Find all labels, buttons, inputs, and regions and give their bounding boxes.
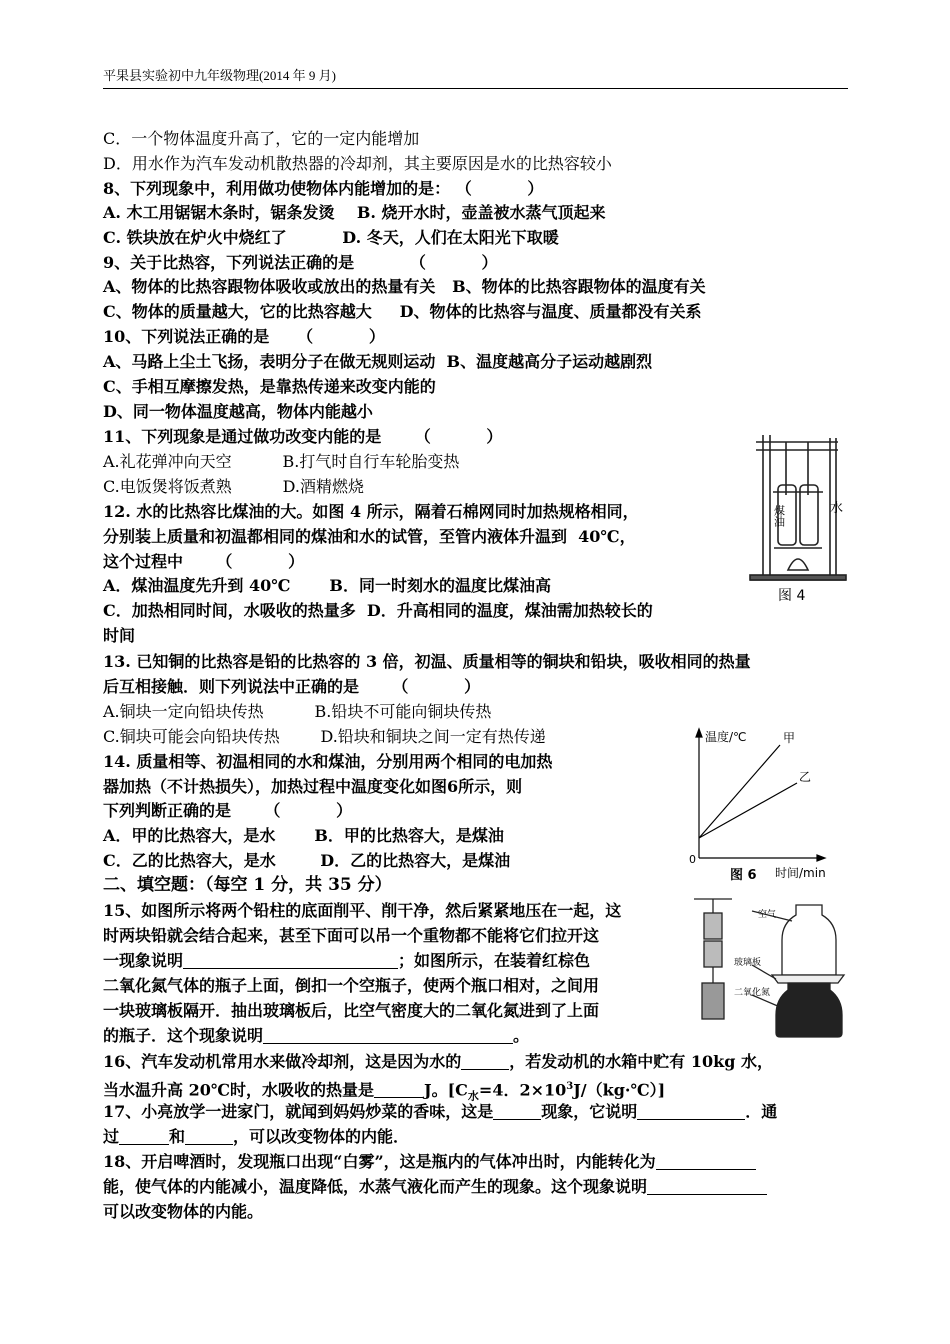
- q18-line3: 可以改变物体的内能。: [103, 1202, 264, 1221]
- answer-blank[interactable]: [461, 1053, 509, 1070]
- fig6-origin: 0: [689, 853, 696, 866]
- question-line: C.电饭煲将饭煮熟 D.酒精燃烧: [103, 477, 364, 496]
- fig15-air-label: 空气: [758, 910, 777, 920]
- q17-line2: 过 和 ，可以改变物体的内能．: [103, 1127, 410, 1146]
- answer-blank[interactable]: [656, 1153, 756, 1170]
- fig6-yi-label: 乙: [799, 770, 812, 784]
- question-line: C．加热相同时间，水吸收的热量多 D．升高相同的温度，煤油需加热较长的: [103, 601, 653, 620]
- question-line: 11、下列现象是通过做功改变内能的是 （ ）: [103, 427, 503, 446]
- fig4-caption: 图 4: [778, 588, 806, 604]
- question-line: A. 木工用锯锯木条时，锯条发烫 B. 烧开水时，壶盖被水蒸气顶起来: [103, 203, 606, 222]
- q15-line6: 的瓶子．这个现象说明 。: [103, 1026, 530, 1045]
- fig15-no2-label: 二氧化氮: [734, 988, 771, 998]
- q17-line1: 17、小亮放学一进家门，就闻到妈妈炒菜的香味，这是 现象，它说明 ．通: [103, 1102, 778, 1121]
- q16-line2: 当水温升高 20℃时，水吸收的热量是 J。[$C_水=4$．$2\times 10^3J/(kg\cdot℃)$]: [103, 1080, 666, 1103]
- fig15-glass-label: 玻璃板: [734, 958, 762, 968]
- fig6-caption: 图 6: [730, 868, 757, 883]
- figure-6: [685, 725, 847, 883]
- question-line: D．用水作为汽车发动机散热器的冷却剂，其主要原因是水的比热容较小: [103, 154, 612, 173]
- question-line: 下列判断正确的是 （ ）: [103, 801, 353, 820]
- question-line: 分别装上质量和初温都相同的煤油和水的试管，至管内液体升温到 40℃，: [103, 527, 636, 546]
- answer-blank[interactable]: [185, 1128, 233, 1145]
- page-header: 平果县实验初中九年级物理(2014 年 9 月): [103, 66, 848, 89]
- q15-line1: 15、如图所示将两个铅柱的底面削平、削干净，然后紧紧地压在一起，这: [103, 901, 622, 920]
- question-line: A.铜块一定向铅块传热 B.铅块不可能向铜块传热: [103, 702, 492, 721]
- fig6-jia-label: 甲: [783, 731, 796, 745]
- question-line: C、手相互摩擦发热，是靠热传递来改变内能的: [103, 377, 436, 396]
- answer-blank[interactable]: [119, 1128, 169, 1145]
- question-line: 这个过程中 （ ）: [103, 552, 305, 571]
- figure-4: [748, 430, 848, 605]
- question-line: 9、关于比热容，下列说法正确的是 （ ）: [103, 253, 498, 272]
- answer-blank[interactable]: [374, 1081, 424, 1098]
- answer-blank[interactable]: [493, 1103, 541, 1120]
- q15-line3: 一现象说明 ；如图所示，在装着红棕色: [103, 951, 591, 970]
- question-line: A.礼花弹冲向天空 B.打气时自行车轮胎变热: [103, 452, 460, 471]
- question-line: 13. 已知铜的比热容是铅的比热容的 3 倍，初温、质量相等的铜块和铅块，吸收相同的热量: [103, 652, 751, 671]
- question-line: C．乙的比热容大，是水 D．乙的比热容大，是煤油: [103, 851, 511, 870]
- question-line: 10、下列说法正确的是 （ ）: [103, 327, 385, 346]
- q15-line2: 时两块铅就会结合起来，甚至下面可以吊一个重物都不能将它们拉开这: [103, 926, 600, 945]
- question-line: A．甲的比热容大，是水 B．甲的比热容大，是煤油: [103, 826, 504, 845]
- question-line: 后互相接触．则下列说法中正确的是 （ ）: [103, 677, 481, 696]
- q16-line1: 16、汽车发动机常用水来做冷却剂，这是因为水的 ，若发动机的水箱中贮有 10kg 水，: [103, 1052, 773, 1071]
- answer-blank[interactable]: [183, 952, 398, 969]
- figure-15: [692, 895, 850, 1040]
- q18-line2: 能，使气体的内能减小，温度降低，水蒸气液化而产生的现象。这个现象说明: [103, 1176, 767, 1198]
- q18-line1: 18、开启啤酒时，发现瓶口出现“白雾”，这是瓶内的气体冲出时，内能转化为: [103, 1151, 756, 1173]
- question-line: 8、下列现象中，利用做功使物体内能增加的是： （ ）: [103, 179, 544, 198]
- q15-line5: 一块玻璃板隔开．抽出玻璃板后，比空气密度大的二氧化氮进到了上面: [103, 1001, 600, 1020]
- question-line: 14. 质量相等、初温相同的水和煤油，分别用两个相同的电加热: [103, 752, 553, 771]
- answer-blank[interactable]: [263, 1027, 513, 1044]
- fig4-kerosene-label: 煤油: [772, 505, 786, 527]
- question-line: A、物体的比热容跟物体吸收或放出的热量有关 B、物体的比热容跟物体的温度有关: [103, 277, 706, 296]
- question-line: C. 铁块放在炉火中烧红了 D. 冬天，人们在太阳光下取暖: [103, 228, 559, 247]
- fig6-xlabel: 时间/min: [775, 866, 826, 880]
- answer-blank[interactable]: [647, 1178, 767, 1195]
- question-line: D、同一物体温度越高，物体内能越小: [103, 402, 373, 421]
- question-line: 器加热（不计热损失），加热过程中温度变化如图6所示，则: [103, 777, 523, 796]
- question-line: C、物体的质量越大，它的比热容越大 D、物体的比热容与温度、质量都没有关系: [103, 302, 702, 321]
- question-line: C.铜块可能会向铅块传热 D.铅块和铜块之间一定有热传递: [103, 727, 546, 746]
- answer-blank[interactable]: [637, 1103, 745, 1120]
- question-line: 时间: [103, 626, 136, 645]
- question-line: 12. 水的比热容比煤油的大。如图 4 所示，隔着石棉网同时加热规格相同，: [103, 502, 639, 521]
- section-heading: 二、填空题：（每空 1 分，共 35 分）: [103, 875, 392, 895]
- question-line: C．一个物体温度升高了，它的一定内能增加: [103, 129, 420, 148]
- fig6-ylabel: 温度/℃: [705, 730, 747, 744]
- fig4-water-label: 水: [830, 501, 844, 516]
- question-line: A．煤油温度先升到 40℃ B．同一时刻水的温度比煤油高: [103, 576, 551, 595]
- question-line: A、马路上尘土飞扬，表明分子在做无规则运动 B、温度越高分子运动越剧烈: [103, 352, 653, 371]
- q15-line4: 二氧化氮气体的瓶子上面，倒扣一个空瓶子，使两个瓶口相对，之间用: [103, 976, 600, 995]
